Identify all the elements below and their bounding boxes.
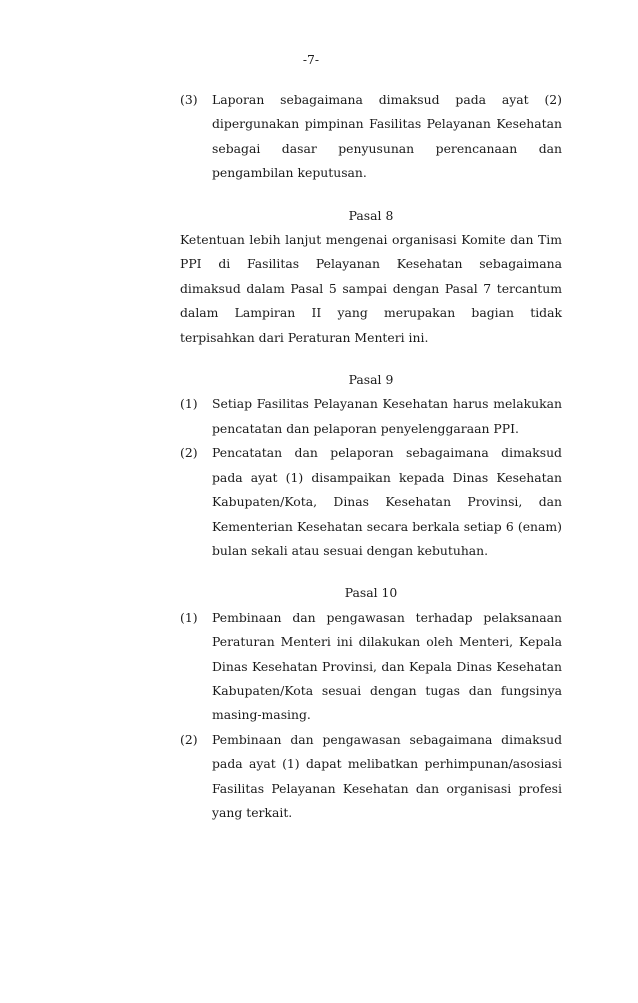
pasal8-heading: Pasal 8	[348, 207, 394, 223]
item-text: Laporan sebagaimana dimaksud pada ayat (2) dipergunakan pimpinan Fasilitas Pelayanan Kesehatan sebagai dasar penyusunan perencanaan dan pengambilan keputusan.	[212, 92, 562, 181]
pasal8-text: Ketentuan lebih lanjut mengenai organisasi Komite dan Tim PPI di Fasilitas Pelayanan Kesehatan sebagaimana dimaksud dalam Pasal 5 sampai dengan Pasal 7 tercantum dalam Lampiran II yang merupakan bagian tidak terpisahkan dari Peraturan Menteri ini.	[180, 232, 562, 345]
pasal9-ayat1	[180, 392, 562, 441]
document-body	[180, 88, 562, 825]
item-number: (1)	[180, 609, 198, 625]
item-text: Pencatatan dan pelaporan sebagaimana dimaksud pada ayat (1) disampaikan kepada Dinas Kesehatan Kabupaten/Kota, Dinas Kesehatan Provinsi, dan Kementerian Kesehatan secara berkala setiap 6 (enam) bulan sekali atau sesuai dengan kebutuhan.	[212, 445, 562, 558]
item-text: Pembinaan dan pengawasan terhadap pelaksanaan Peraturan Menteri ini dilakukan oleh Menteri, Kepala Dinas Kesehatan Provinsi, dan Kepala Dinas Kesehatan Kabupaten/Kota sesuai dengan tugas dan fungsinya masing-masing.	[212, 609, 562, 723]
item-number: (1)	[180, 396, 198, 412]
item-text: Pembinaan dan pengawasan sebagaimana dimaksud pada ayat (1) dapat melibatkan perhimpunan/asosiasi Fasilitas Pelayanan Kesehatan dan organisasi profesi yang terkait.	[212, 731, 562, 820]
page-number-text: -7-	[302, 52, 320, 67]
pasal9-ayat2	[180, 441, 562, 563]
item-number: (3)	[180, 92, 198, 107]
pasal7-ayat3	[180, 88, 562, 186]
pasal10-heading: Pasal 10	[344, 585, 398, 601]
item-text: Setiap Fasilitas Pelayanan Kesehatan harus melakukan pencatatan dan pelaporan penyelenggaraan PPI.	[212, 396, 562, 436]
page-number	[0, 52, 638, 67]
pasal9-heading: Pasal 9	[348, 372, 394, 388]
item-number: (2)	[180, 731, 198, 747]
item-number: (2)	[180, 445, 198, 461]
pasal10-ayat2	[180, 728, 562, 826]
pasal10-ayat1	[180, 606, 562, 728]
